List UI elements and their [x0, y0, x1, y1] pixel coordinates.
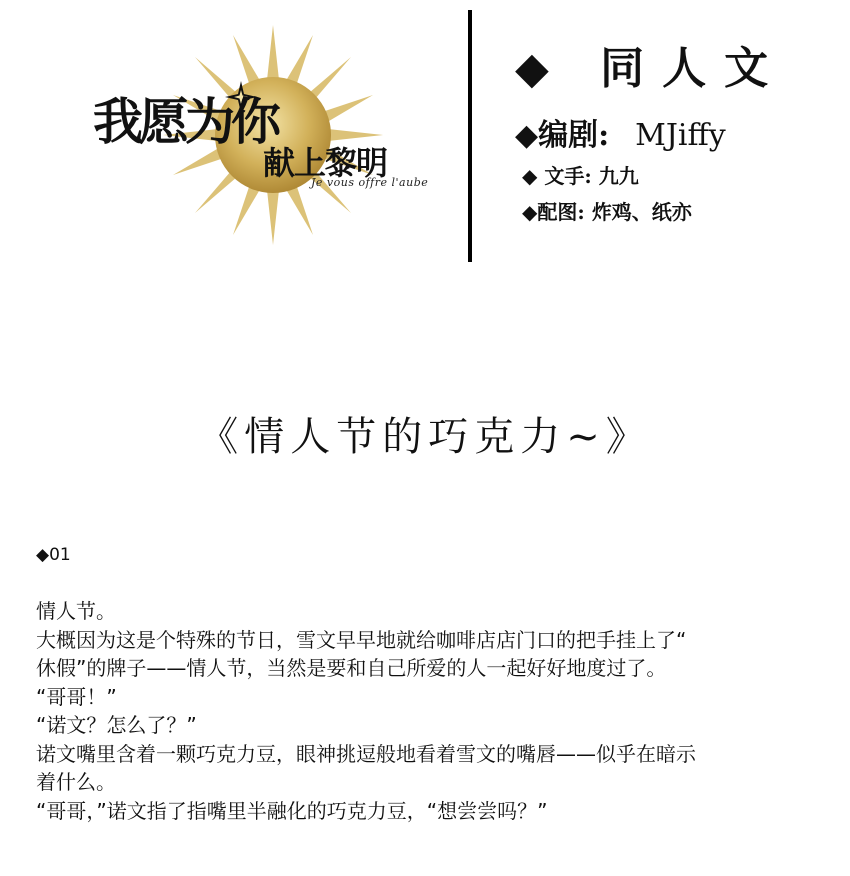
genre-heading: ◆ 同人文 [515, 43, 787, 94]
header-divider [468, 10, 472, 262]
illustration-credit: ◆配图: 炸鸡、纸亦 [522, 200, 692, 224]
scriptwriter-name: MJiffy [635, 118, 726, 153]
story-line: 大概因为这是个特殊的节日，雪文早早地就给咖啡店店门口的把手挂上了“ [36, 627, 687, 652]
story-line: “诺文？怎么了？” [36, 713, 197, 737]
logo-subtitle: Je vous offre l'aube [311, 176, 429, 189]
story-line: “哥哥！” [36, 684, 117, 709]
writer-credit: ◆ 文手: 九九 [522, 164, 639, 188]
section-marker: ◆01 [36, 545, 71, 565]
scriptwriter-credit [515, 110, 726, 154]
story-line: “哥哥，”诺文指了指嘴里半融化的巧克力豆，“想尝尝吗？” [36, 798, 548, 823]
scriptwriter-label: ◆编剧: [515, 118, 610, 153]
logo-title-line2: 献上黎明 [263, 144, 388, 182]
story-title: 《情人节的巧克力~》 [198, 414, 652, 460]
story-line: 休假”的牌子——情人节，当然是要和自己所爱的人一起好好地度过了。 [36, 656, 667, 680]
title-logo [75, 20, 435, 250]
story-line: 情人节。 [36, 599, 116, 623]
logo-title-line1: 我愿为你 [93, 92, 277, 151]
story-line: 着什么。 [36, 770, 116, 794]
story-body [36, 597, 816, 825]
story-line: 诺文嘴里含着一颗巧克力豆，眼神挑逗般地看着雪文的嘴唇——似乎在暗示 [36, 741, 696, 766]
